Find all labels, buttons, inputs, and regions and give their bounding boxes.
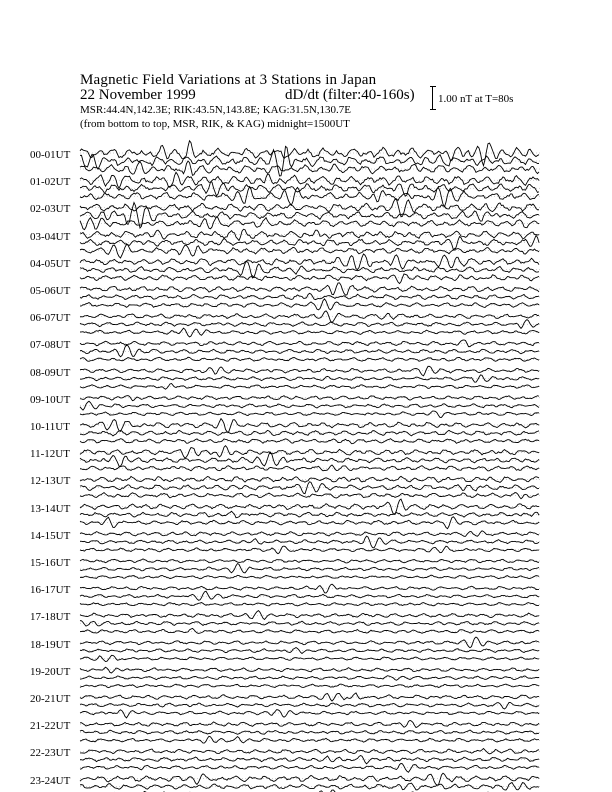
trace-RIK: [80, 182, 539, 196]
hour-label: 23-24UT: [30, 774, 71, 787]
hour-label: 16-17UT: [30, 584, 71, 597]
trace-MSR: [80, 736, 539, 743]
trace-KAG: [80, 773, 539, 785]
trace-MSR: [80, 493, 539, 499]
hour-label: 12-13UT: [30, 475, 71, 488]
hour-label: 09-10UT: [30, 393, 71, 406]
trace-MSR: [80, 411, 539, 417]
hour-label: 17-18UT: [30, 611, 71, 624]
date-label: 22 November 1999: [80, 87, 196, 103]
trace-RIK: [80, 293, 539, 299]
trace-MSR: [80, 328, 539, 337]
hour-label: 15-16UT: [30, 557, 71, 569]
trace-KAG: [80, 366, 539, 375]
hour-label: 14-15UT: [30, 529, 71, 542]
order-note: (from bottom to top, MSR, RIK, & KAG) midnight=1500UT: [80, 118, 350, 130]
hour-label: 03-04UT: [30, 230, 71, 243]
trace-KAG: [80, 637, 539, 648]
hour-label: 21-22UT: [30, 720, 71, 733]
trace-KAG: [80, 749, 539, 754]
trace-RIK: [80, 320, 539, 329]
hour-label: 13-14UT: [30, 502, 71, 515]
trace-RIK: [80, 235, 539, 250]
trace-KAG: [80, 584, 539, 593]
chart-title: Magnetic Field Variations at 3 Stations in Japan: [80, 72, 377, 88]
trace-MSR: [80, 465, 539, 471]
trace-RIK: [80, 482, 539, 494]
hour-label: 00-01UT: [30, 149, 71, 161]
trace-RIK: [80, 452, 539, 466]
trace-RIK: [80, 782, 539, 789]
trace-KAG: [80, 446, 539, 458]
trace-RIK: [80, 564, 539, 573]
trace-MSR: [80, 274, 539, 284]
trace-KAG: [80, 611, 539, 620]
trace-MSR: [80, 357, 539, 361]
trace-RIK: [80, 591, 539, 600]
hour-label: 02-03UT: [30, 203, 71, 216]
trace-MSR: [80, 628, 539, 633]
hour-label: 10-11UT: [30, 421, 70, 433]
trace-MSR: [80, 244, 539, 258]
trace-KAG: [80, 419, 539, 433]
trace-RIK: [80, 703, 539, 709]
trace-MSR: [80, 299, 539, 310]
hour-label: 07-08UT: [30, 339, 71, 352]
trace-RIK: [80, 621, 539, 626]
component-label: dD/dt (filter:40-160s): [285, 87, 415, 103]
trace-RIK: [80, 756, 539, 764]
hour-label: 18-19UT: [30, 638, 71, 651]
hour-label: 01-02UT: [30, 176, 71, 189]
trace-KAG: [80, 396, 539, 401]
hour-label: 11-12UT: [30, 448, 70, 461]
trace-KAG: [80, 693, 539, 701]
trace-KAG: [80, 720, 539, 727]
scale-label: 1.00 nT at T=80s: [438, 93, 514, 105]
hour-label: 05-06UT: [30, 285, 71, 297]
trace-KAG: [80, 531, 539, 537]
hour-label: 04-05UT: [30, 257, 71, 270]
trace-MSR: [80, 546, 539, 554]
trace-KAG: [80, 229, 539, 240]
trace-RIK: [80, 401, 539, 410]
hour-label: 06-07UT: [30, 312, 71, 325]
hour-label: 20-21UT: [30, 693, 71, 705]
trace-MSR: [80, 384, 539, 390]
trace-MSR: [80, 655, 539, 661]
trace-KAG: [80, 311, 539, 323]
hour-label: 22-23UT: [30, 747, 71, 760]
hour-label: 08-09UT: [30, 366, 71, 379]
trace-MSR: [80, 684, 539, 688]
stations-label: MSR:44.4N,142.3E; RIK:43.5N,143.8E; KAG:31.5N,130.7E: [80, 104, 352, 116]
trace-MSR: [80, 517, 539, 529]
trace-RIK: [80, 676, 539, 681]
trace-RIK: [80, 647, 539, 653]
hour-label: 19-20UT: [30, 665, 71, 678]
trace-KAG: [80, 667, 539, 673]
trace-MSR: [80, 763, 539, 772]
trace-MSR: [80, 710, 539, 718]
trace-KAG: [80, 499, 539, 514]
